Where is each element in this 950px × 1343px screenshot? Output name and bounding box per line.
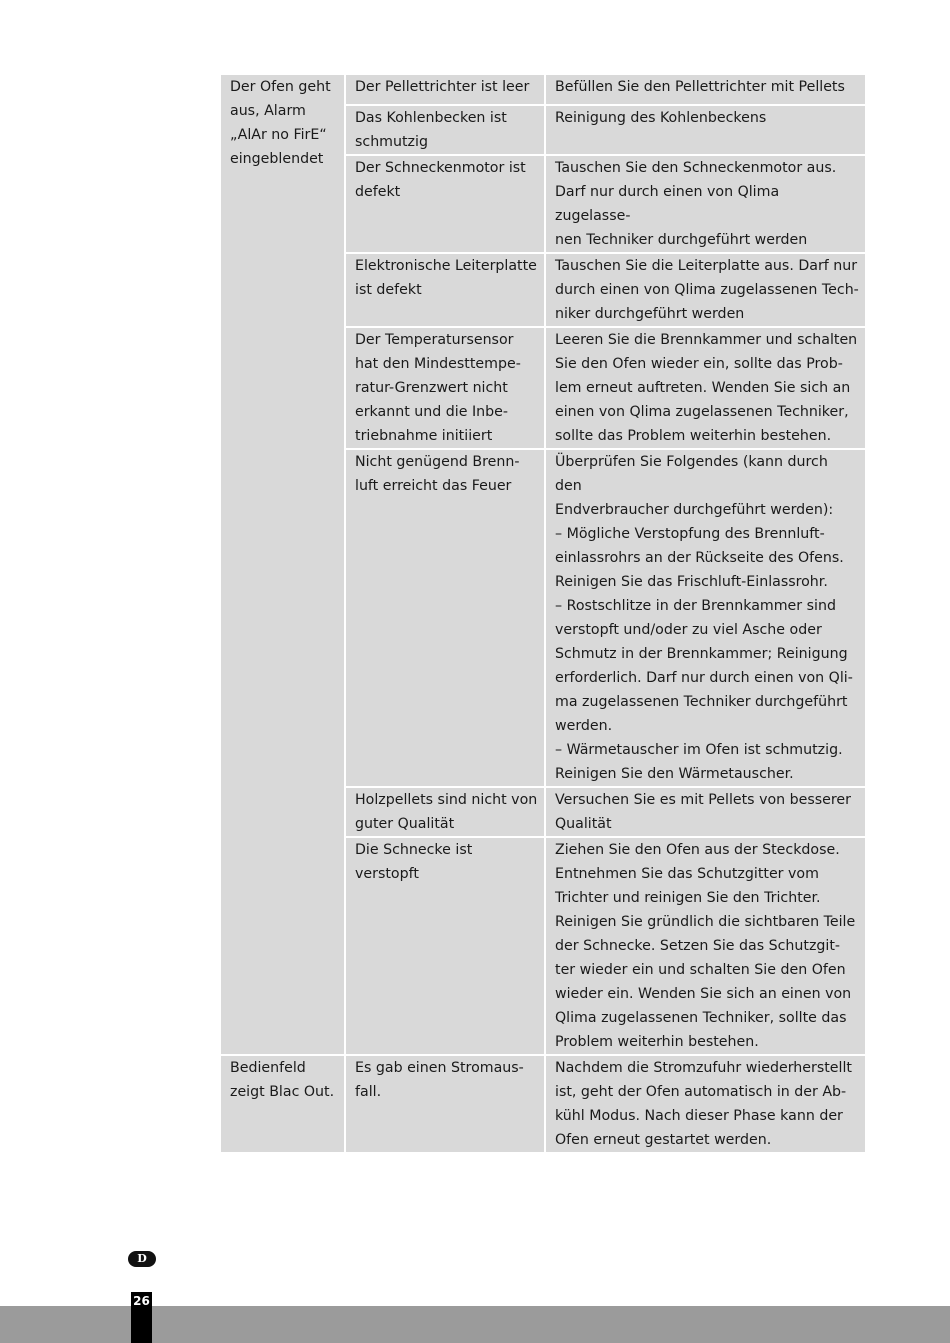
cause-text: Der Temperatursensor hat den Mindesttempe- ratur-Grenzwert nicht erkannt und die Inbe- triebnahme initiiert xyxy=(355,332,521,444)
troubleshooting-table xyxy=(221,75,865,1152)
cause-text: Nicht genügend Brenn- luft erreicht das Feuer xyxy=(355,454,520,494)
solution-text: Nachdem die Stromzufuhr wiederherstellt ist, geht der Ofen automatisch in der Ab- kühl Modus. Nach dieser Phase kann der Ofen erneut gestartet werden. xyxy=(555,1060,852,1148)
solution-cell xyxy=(545,155,865,253)
solution-text: Tauschen Sie den Schneckenmotor aus. Darf nur durch einen von Qlima zugelasse- nen Techniker durchgeführt werden xyxy=(555,160,837,248)
solution-text: Befüllen Sie den Pellettrichter mit Pellets xyxy=(555,79,845,95)
cause-cell xyxy=(345,105,545,155)
cause-cell xyxy=(345,1055,545,1152)
cause-text: Holzpellets sind nicht von guter Qualität xyxy=(355,792,538,832)
solution-cell xyxy=(545,253,865,327)
solution-text: Ziehen Sie den Ofen aus der Steckdose. Entnehmen Sie das Schutzgitter vom Trichter und reinigen Sie den Trichter. Reinigen Sie gründlich die sichtbaren Teile der Schnecke. Setzen Sie das Schutzgit- ter wieder ein und schalten Sie den Ofen wieder ein. Wenden Sie sich an einen von Qlima zugelassenen Techniker, sollte das Problem weiterhin bestehen. xyxy=(555,842,856,1050)
cause-text: Elektronische Leiterplatte ist defekt xyxy=(355,258,537,298)
problem-text: Der Ofen geht aus, Alarm „AlAr no FirE“ eingeblendet xyxy=(230,79,331,167)
solution-cell xyxy=(545,75,865,105)
problem-text: Bedienfeld zeigt Blac Out. xyxy=(230,1060,335,1100)
cause-text: Es gab einen Stromaus- fall. xyxy=(355,1060,524,1100)
table-row xyxy=(221,1055,865,1152)
language-badge: D xyxy=(128,1251,156,1267)
cause-cell xyxy=(345,253,545,327)
problem-cell xyxy=(221,1055,345,1152)
solution-cell xyxy=(545,787,865,837)
solution-text: Reinigung des Kohlenbeckens xyxy=(555,110,767,126)
solution-text: Versuchen Sie es mit Pellets von besserer Qualität xyxy=(555,792,851,832)
cause-text: Das Kohlenbecken ist schmutzig xyxy=(355,110,507,150)
cause-cell xyxy=(345,75,545,105)
problem-cell xyxy=(221,75,345,1055)
cause-text: Der Pellettrichter ist leer xyxy=(355,79,530,95)
solution-text: Überprüfen Sie Folgendes (kann durch den Endverbraucher durchgeführt werden): – Mögliche Verstopfung des Brennluft- einlassrohrs an der Rückseite des Ofens. Reinigen Sie das Frischluft-Einlassrohr. – Rostschlitze in der Brennkammer sind verstopft und/oder zu viel Asche oder Schmutz in der Brennkammer; Reinigung erforderlich. Darf nur durch einen von Qli- ma zugelassenen Techniker durchgeführt werden. – Wärmetauscher im Ofen ist schmutzig. Reinigen Sie den Wärmetauscher. xyxy=(555,454,853,782)
solution-cell xyxy=(545,1055,865,1152)
page-number: 26 xyxy=(131,1292,152,1343)
solution-cell xyxy=(545,327,865,449)
cause-cell xyxy=(345,327,545,449)
table-row xyxy=(221,75,865,105)
solution-cell xyxy=(545,837,865,1055)
cause-cell xyxy=(345,837,545,1055)
solution-cell xyxy=(545,105,865,155)
solution-text: Tauschen Sie die Leiterplatte aus. Darf nur durch einen von Qlima zugelassenen Tech- niker durchgeführt werden xyxy=(555,258,859,322)
cause-cell xyxy=(345,155,545,253)
cause-cell xyxy=(345,449,545,787)
cause-text: Die Schnecke ist verstopft xyxy=(355,842,473,882)
solution-cell xyxy=(545,449,865,787)
cause-cell xyxy=(345,787,545,837)
solution-text: Leeren Sie die Brennkammer und schalten Sie den Ofen wieder ein, sollte das Prob- lem erneut auftreten. Wenden Sie sich an einen von Qlima zugelassenen Techniker, sollte das Problem weiterhin bestehen. xyxy=(555,332,858,444)
cause-text: Der Schneckenmotor ist defekt xyxy=(355,160,526,200)
